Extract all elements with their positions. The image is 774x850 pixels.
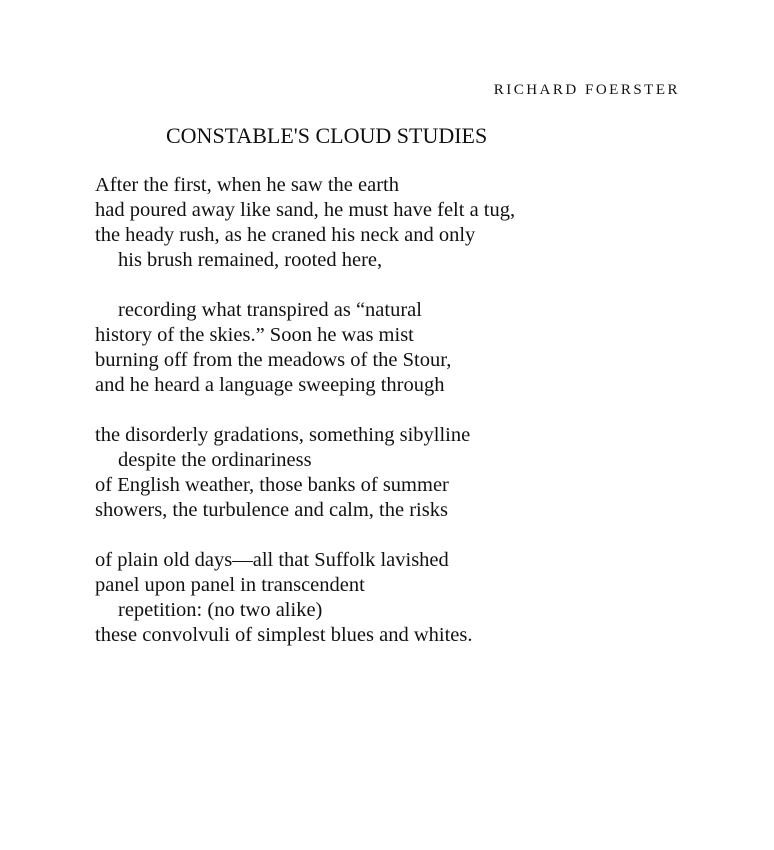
stanza-1 <box>95 173 735 273</box>
stanza-4 <box>95 548 735 648</box>
poem-line: despite the ordinariness <box>118 449 312 471</box>
poem-line: burning off from the meadows of the Stour, <box>95 349 452 371</box>
stanza-2 <box>95 298 735 398</box>
poem-title: CONSTABLE'S CLOUD STUDIES <box>166 123 488 148</box>
poem-line: After the first, when he saw the earth <box>95 174 399 196</box>
poem-body <box>95 173 735 673</box>
poem-line: showers, the turbulence and calm, the risks <box>95 499 448 521</box>
poem-line: had poured away like sand, he must have felt a tug, <box>95 199 516 221</box>
poem-line: of plain old days—all that Suffolk lavished <box>95 549 449 571</box>
stanza-3 <box>95 423 735 523</box>
poem-line: the heady rush, as he craned his neck and only <box>95 224 476 246</box>
poem-line: and he heard a language sweeping through <box>95 374 445 396</box>
poem-line: repetition: (no two alike) <box>118 599 323 621</box>
poem-line: history of the skies.” Soon he was mist <box>95 324 414 346</box>
poem-line: his brush remained, rooted here, <box>118 249 383 271</box>
poem-line: recording what transpired as “natural <box>118 299 422 321</box>
poem-line: of English weather, those banks of summer <box>95 474 449 496</box>
author-name: RICHARD FOERSTER <box>493 82 680 98</box>
poem-line: these convolvuli of simplest blues and whites. <box>95 624 473 646</box>
poem-line: panel upon panel in transcendent <box>95 574 365 596</box>
poem-line: the disorderly gradations, something sibylline <box>95 424 471 446</box>
